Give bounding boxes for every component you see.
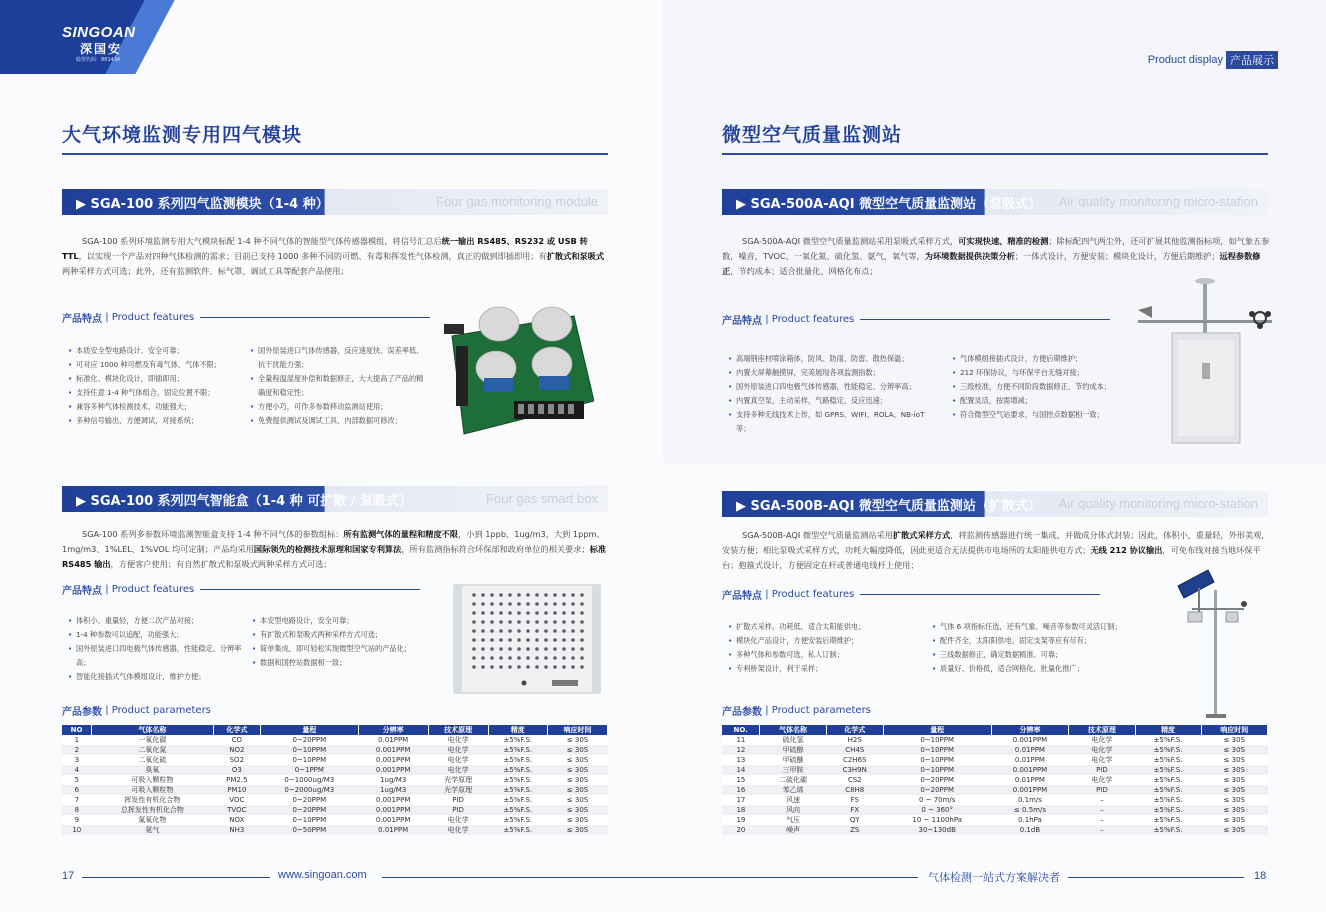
table-header-cell: 气体名称	[92, 725, 214, 735]
feature-item: • 支持多种无线技术上传，如 GPRS、WIFI、ROLA、NB-ioT 等；	[728, 408, 938, 436]
table-cell: 0.01PPM	[991, 775, 1069, 785]
table-cell: ±5%F.S.	[488, 735, 547, 745]
table-cell: ≤ 30S	[1201, 825, 1267, 835]
table-cell: ≤ 30S	[1201, 815, 1267, 825]
table-row	[722, 825, 1268, 835]
table-cell: 0.001PPM	[358, 805, 428, 815]
table-cell: ≤ 30S	[1201, 735, 1267, 745]
table-cell: 0~50PPM	[260, 825, 358, 835]
sga100-module-intro: SGA-100 系列环境监测专用大气模块标配 1-4 种不同气体的智能型气体传感器模组，将信号汇总后统一输出 RS485、RS232 或 USB 转 TTL，以实现一个产品对四种气体检测的需求；目前已支持 1000 多种不同的可燃、有毒和挥发性气体检测，真正的做到即插即用；有扩散式和泵吸式两种采样方式可选；此外，还有监测软件、标气罩、调试工具等配套产品使用；	[62, 236, 605, 276]
table-row	[722, 765, 1268, 775]
bar-label: ▶ SGA-500B-AQI 微型空气质量监测站（扩散式）	[736, 499, 1041, 514]
table-cell: 0.001PPM	[358, 815, 428, 825]
table-cell: ≤ 30S	[1201, 765, 1267, 775]
table-cell: 10	[62, 825, 92, 835]
gas-module-pcb-image	[444, 306, 594, 436]
table-cell: ≤ 30S	[548, 815, 608, 825]
table-cell: PID	[428, 795, 488, 805]
table-cell: C2H6S	[826, 755, 883, 765]
table-cell: 10 ~ 1100hPa	[883, 815, 991, 825]
table-cell: 9	[62, 815, 92, 825]
table-cell: 0~10PPM	[260, 745, 358, 755]
table-cell: C8H8	[826, 785, 883, 795]
table-cell: ±5%F.S.	[1135, 755, 1201, 765]
table-cell: ±5%F.S.	[1135, 825, 1201, 835]
feature-item: • 内置大屏幕触摸屏，完美展现各项监测指数；	[728, 366, 938, 380]
table-cell: 电化学	[428, 765, 488, 775]
feature-item: • 高端钢座材喷涂箱体，防风、防雨、防雷、散热保温；	[728, 352, 938, 366]
table-cell: 0 ~ 360°	[883, 805, 991, 815]
table-header-cell: 分辨率	[358, 725, 428, 735]
table-cell: FS	[826, 795, 883, 805]
table-cell: 20	[722, 825, 760, 835]
table-cell: –	[1069, 795, 1135, 805]
table-cell: 11	[722, 735, 760, 745]
feature-item: • 可对应 1000 种可燃及有毒气体，气体不限；	[68, 358, 248, 372]
footer-rule-middle	[382, 877, 918, 878]
brand-logo-en: SINGOAN	[62, 24, 136, 41]
table-cell: 0~10PPM	[883, 745, 991, 755]
table-row	[62, 755, 608, 765]
table-cell: 0.1dB	[991, 825, 1069, 835]
table-cell: 0.01PPM	[991, 745, 1069, 755]
table-cell: 0~10PPM	[883, 735, 991, 745]
table-cell: 二硫化碳	[760, 775, 826, 785]
table-cell: ±5%F.S.	[488, 775, 547, 785]
table-cell: CO	[213, 735, 260, 745]
table-header-cell: 响应时间	[1201, 725, 1267, 735]
feature-item: • 扩散式采样，功耗低，适合太阳能供电；	[728, 620, 928, 634]
table-cell: ±5%F.S.	[488, 755, 547, 765]
table-cell: 8	[62, 805, 92, 815]
sga500a-intro: SGA-500A-AQI 微型空气质量监测站采用泵吸式采样方式，可实现快速、精准的检测；除标配四气两尘外，还可扩展其他监测指标项，如气象五参数，噪音，TVOC、一氧化氮、硫化氢、氨气、氧气等，为环境数据提供决策分析；一体式设计，方便安装；模块化设计，方便后期维护；远程参数修正，节约成本；适合批量化、网格化布点；	[722, 236, 1270, 276]
page-number-right: 18	[1254, 870, 1267, 882]
table-cell: VOC	[213, 795, 260, 805]
table-cell: ≤ 30S	[548, 765, 608, 775]
table-cell: 电化学	[428, 815, 488, 825]
table-cell: 17	[722, 795, 760, 805]
feature-item: • 1-4 种参数可以追配，功能强大；	[68, 628, 246, 642]
feature-item: • 三线数据修正，确定数据精准、可靠；	[932, 648, 1132, 662]
feature-item: • 多种信号输出，方便调试，对接系统；	[68, 414, 248, 428]
table-cell: ±5%F.S.	[488, 825, 547, 835]
table-cell: 12	[722, 745, 760, 755]
table-cell: 电化学	[428, 755, 488, 765]
table-cell: 氨气	[92, 825, 214, 835]
table-cell: 风向	[760, 805, 826, 815]
feature-item: • 配置灵活，按需增减；	[952, 394, 1132, 408]
table-cell: ZS	[826, 825, 883, 835]
table-cell: 0~20PPM	[260, 805, 358, 815]
table-cell: 气压	[760, 815, 826, 825]
table-cell: 风速	[760, 795, 826, 805]
table-cell: 0.1hPa	[991, 815, 1069, 825]
table-row	[722, 805, 1268, 815]
table-cell: CS2	[826, 775, 883, 785]
table-cell: 18	[722, 805, 760, 815]
table-cell: 0~10PPM	[883, 765, 991, 775]
table-cell: ≤ 30S	[1201, 785, 1267, 795]
features-heading: 产品特点 | Product features	[62, 310, 430, 325]
table-cell: FX	[826, 805, 883, 815]
footer-slogan: 气体检测一站式方案解决者	[928, 871, 1060, 884]
table-cell: ≤ 30S	[548, 805, 608, 815]
right-params-table	[722, 725, 1268, 835]
table-cell: O3	[213, 765, 260, 775]
solar-pole-station-image	[1170, 568, 1260, 718]
table-header-cell: 技术原理	[1069, 725, 1135, 735]
table-cell: ±5%F.S.	[488, 815, 547, 825]
table-cell: ±5%F.S.	[1135, 765, 1201, 775]
table-header-cell: NO	[62, 725, 92, 735]
feature-item: • 配件齐全，太阳阳供电，固定支架等应有尽有；	[932, 634, 1132, 648]
feature-item: • 本安型电路设计，安全可靠；	[252, 614, 432, 628]
table-cell: 0.001PPM	[358, 755, 428, 765]
table-cell: ±5%F.S.	[488, 795, 547, 805]
sga500a-bar	[722, 189, 1268, 215]
brand-logo-cn: 深国安	[80, 42, 123, 56]
table-cell: 电化学	[428, 825, 488, 835]
table-row	[62, 815, 608, 825]
feature-item: • 模块化产品设计，方便安装后期维护；	[728, 634, 928, 648]
table-cell: –	[1069, 815, 1135, 825]
table-row	[722, 815, 1268, 825]
table-cell: CH4S	[826, 745, 883, 755]
table-cell: 总挥发性有机化合物	[92, 805, 214, 815]
table-cell: 0~20PPM	[260, 735, 358, 745]
table-header-cell: 精度	[488, 725, 547, 735]
table-header-cell: NO.	[722, 725, 760, 735]
table-cell: 0.1m/s	[991, 795, 1069, 805]
table-cell: NOX	[213, 815, 260, 825]
table-cell: 0.001PPM	[358, 765, 428, 775]
table-header-cell: 气体名称	[760, 725, 826, 735]
table-cell: 19	[722, 815, 760, 825]
table-cell: 三甲胺	[760, 765, 826, 775]
feature-item: • 标准化、模块化设计，即插即用；	[68, 372, 248, 386]
table-row	[62, 795, 608, 805]
sga100-box-intro: SGA-100 系列多参数环境监测智能盒支持 1-4 种不同气体的参数组标：所有监测气体的量程和精度不限，小到 1ppb、1ug/m3，大到 1ppm、1mg/m3、1%LEL、1%VOL 均可定制；产品均采用国际领先的检测技术原理和国家专利算法，所有监测指标符合环保部和政府单位的相关要求；标准 RS485 输出，方便客户使用；有自然扩散式和泵吸式两种采样方式可选；	[62, 529, 607, 569]
feature-item: • 质量好、价格低，适合网格化，批量化推广；	[932, 662, 1132, 676]
left-section-title: 大气环境监测专用四气模块	[62, 124, 303, 146]
table-header-cell: 量程	[883, 725, 991, 735]
table-cell: 噪声	[760, 825, 826, 835]
features-list-col1	[728, 352, 938, 436]
table-row	[722, 775, 1268, 785]
table-cell: 二氧化硫	[92, 755, 214, 765]
table-cell: 光学原理	[428, 785, 488, 795]
table-cell: ≤ 30S	[548, 775, 608, 785]
table-cell: 4	[62, 765, 92, 775]
table-cell: 0~1PPM	[260, 765, 358, 775]
features-heading: 产品特点 | Product features	[722, 587, 1100, 602]
table-cell: ±5%F.S.	[1135, 745, 1201, 755]
table-cell: 15	[722, 775, 760, 785]
table-cell: 硫化氢	[760, 735, 826, 745]
table-cell: –	[1069, 805, 1135, 815]
table-cell: 苯乙烯	[760, 785, 826, 795]
features-list-col2	[250, 344, 430, 428]
table-cell: 甲硫醇	[760, 745, 826, 755]
product-display-cn: 产品展示	[1226, 51, 1278, 69]
features-list-col2	[952, 352, 1132, 422]
table-row	[62, 825, 608, 835]
bar-en-label: Air quality monitoring micro-station	[1058, 194, 1258, 209]
table-cell: ≤ 30S	[548, 795, 608, 805]
page-number-left: 17	[62, 870, 75, 882]
sga100-box-bar	[62, 486, 608, 512]
table-cell: 电化学	[1069, 735, 1135, 745]
feature-item: • 国外原装进口四电极气体传感器，性能稳定、分辨率高；	[68, 642, 246, 670]
feature-item: • 气体模组接插式设计，方便后期维护；	[952, 352, 1132, 366]
table-cell: PID	[1069, 785, 1135, 795]
table-cell: NO2	[213, 745, 260, 755]
table-header-cell: 化学式	[826, 725, 883, 735]
feature-item: • 体积小、重量轻，方便二次产品对接；	[68, 614, 246, 628]
feature-item: • 本质安全型电路设计、安全可靠；	[68, 344, 248, 358]
feature-item: • 免费提供测试及调试工具，内部数据可修改；	[250, 414, 430, 428]
table-row	[62, 735, 608, 745]
feature-item: • 兼容多种气体检测技术，功能强大；	[68, 400, 248, 414]
table-cell: 0.01PPM	[991, 755, 1069, 765]
table-cell: 可吸入颗粒物	[92, 785, 214, 795]
table-cell: 1ug/M3	[358, 785, 428, 795]
table-cell: ≤ 30S	[548, 785, 608, 795]
table-cell: 0.01PPM	[358, 735, 428, 745]
table-cell: 0~20PPM	[260, 795, 358, 805]
table-cell: ±5%F.S.	[1135, 795, 1201, 805]
table-cell: ≤ 30S	[548, 735, 608, 745]
table-cell: ≤ 30S	[1201, 755, 1267, 765]
table-cell: 0.001PPM	[358, 795, 428, 805]
params-heading: 产品参数 | Product parameters	[722, 705, 871, 718]
table-cell: ±5%F.S.	[488, 785, 547, 795]
features-list-col1	[728, 620, 928, 676]
table-cell: ≤ 30S	[548, 745, 608, 755]
table-cell: C3H9N	[826, 765, 883, 775]
right-title-rule	[722, 153, 1268, 155]
table-cell: 0.001PPM	[991, 785, 1069, 795]
table-cell: 2	[62, 745, 92, 755]
sga100-module-bar	[62, 189, 608, 215]
table-cell: ±5%F.S.	[1135, 805, 1201, 815]
table-cell: 13	[722, 755, 760, 765]
table-cell: ≤ 30S	[1201, 805, 1267, 815]
website-link[interactable]: www.singoan.com	[278, 869, 367, 881]
feature-item: • 气体 6 项指标任选，还有气象、噪音等参数可灵活订制；	[932, 620, 1132, 634]
table-cell: 30~130dB	[883, 825, 991, 835]
table-cell: 0~1000ug/M3	[260, 775, 358, 785]
feature-item: • 有扩散式和泵吸式两种采样方式可选；	[252, 628, 432, 642]
table-cell: PM10	[213, 785, 260, 795]
table-row	[62, 745, 608, 755]
table-cell: 甲硫醚	[760, 755, 826, 765]
table-cell: 0~20PPM	[883, 785, 991, 795]
features-list-col2	[252, 614, 432, 670]
table-cell: 16	[722, 785, 760, 795]
table-cell: PID	[1069, 765, 1135, 775]
footer-rule-right	[1068, 877, 1244, 878]
feature-item: • 支持任意 1-4 种气体组合，固定位置不限；	[68, 386, 248, 400]
table-cell: 0~10PPM	[260, 815, 358, 825]
table-cell: 7	[62, 795, 92, 805]
table-cell: QY	[826, 815, 883, 825]
table-cell: ±5%F.S.	[1135, 735, 1201, 745]
footer-rule-left	[82, 877, 270, 878]
table-cell: ≤ 30S	[548, 825, 608, 835]
table-cell: ≤ 30S	[548, 755, 608, 765]
table-cell: 0.001PPM	[358, 745, 428, 755]
table-row	[722, 755, 1268, 765]
bar-label: ▶ SGA-100 系列四气监测模块（1-4 种）	[76, 197, 329, 212]
feature-item: • 方便小巧，可作多参数移动监测站使用；	[250, 400, 430, 414]
table-cell: ±5%F.S.	[1135, 785, 1201, 795]
table-cell: 0 ~ 70m/s	[883, 795, 991, 805]
table-header-cell: 分辨率	[991, 725, 1069, 735]
stock-code: 股票代码：881434	[76, 57, 121, 63]
table-cell: 光学原理	[428, 775, 488, 785]
table-cell: 臭氧	[92, 765, 214, 775]
feature-item: • 国外原装进口四电极气体传感器，性能稳定、分辨率高；	[728, 380, 938, 394]
features-heading: 产品特点 | Product features	[722, 312, 1110, 327]
table-row	[722, 795, 1268, 805]
table-cell: 14	[722, 765, 760, 775]
feature-item: • 国外原装进口气体传感器，反应速度快、误差率低、抗干扰能力强；	[250, 344, 430, 372]
left-params-table	[62, 725, 608, 835]
feature-item: • 数据和国控站数据相一致；	[252, 656, 432, 670]
table-header-cell: 量程	[260, 725, 358, 735]
table-cell: 0~10PPM	[883, 755, 991, 765]
table-row	[62, 775, 608, 785]
table-cell: PM2.5	[213, 775, 260, 785]
feature-item: • 专利桥架设计，利于采样；	[728, 662, 928, 676]
sga500b-bar	[722, 491, 1268, 517]
table-cell: 二氧化氮	[92, 745, 214, 755]
smart-box-image	[452, 583, 602, 695]
features-list-col1	[68, 344, 248, 428]
table-cell: 氮氧化物	[92, 815, 214, 825]
table-cell: 6	[62, 785, 92, 795]
table-cell: 0.01PPM	[358, 825, 428, 835]
table-row	[62, 765, 608, 775]
table-cell: 电化学	[1069, 745, 1135, 755]
sga500b-intro: SGA-500B-AQI 微型空气质量监测站采用扩散式采样方式，将监测传感器进行统一集成，并做成分体式封装；因此，体积小，重量轻，外形美观，安装方便；相比泵吸式采样方式，功耗大幅度降低，因此更适合无法提供市电场所的太阳能供电方式；无线 212 协议输出，可免布线对接当地环保平台；抱箍式设计，方便固定在杆或普通电线杆上使用；	[722, 530, 1270, 570]
table-cell: ≤ 30S	[1201, 795, 1267, 805]
table-cell: 一氧化碳	[92, 735, 214, 745]
features-list-col2	[932, 620, 1132, 676]
table-cell: ±5%F.S.	[488, 745, 547, 755]
table-cell: 0~2000ug/M3	[260, 785, 358, 795]
bar-label: ▶ SGA-100 系列四气智能盒（1-4 种 可扩散 / 泵吸式）	[76, 494, 413, 509]
feature-item: • 全量程温湿度补偿和数据修正，大大提高了产品的精确度和稳定性；	[250, 372, 430, 400]
feature-item: • 智能化接插式气体模组设计，维护方便；	[68, 670, 246, 684]
product-display-en: Product display	[1147, 54, 1223, 66]
table-cell: SO2	[213, 755, 260, 765]
table-cell: 电化学	[1069, 755, 1135, 765]
table-cell: ±5%F.S.	[1135, 815, 1201, 825]
table-header-cell: 化学式	[213, 725, 260, 735]
table-row	[722, 735, 1268, 745]
product-display-label	[1148, 51, 1278, 69]
feature-item: • 多种气体和参数可选，私人订制；	[728, 648, 928, 662]
table-cell: 可吸入颗粒物	[92, 775, 214, 785]
table-cell: ±5%F.S.	[1135, 775, 1201, 785]
params-heading: 产品参数 | Product parameters	[62, 705, 211, 718]
table-row	[722, 785, 1268, 795]
table-row	[62, 805, 608, 815]
table-row	[722, 745, 1268, 755]
table-cell: 0~10PPM	[260, 755, 358, 765]
table-cell: 挥发性有机化合物	[92, 795, 214, 805]
table-cell: NH3	[213, 825, 260, 835]
feature-item: • 简单集成，即可轻松实现微型空气站的产品化；	[252, 642, 432, 656]
features-list-col1	[68, 614, 246, 684]
table-cell: PID	[428, 805, 488, 815]
table-header-cell: 技术原理	[428, 725, 488, 735]
right-section-title: 微型空气质量监测站	[722, 124, 903, 146]
table-cell: TVOC	[213, 805, 260, 815]
table-cell: 电化学	[1069, 775, 1135, 785]
table-cell: 5	[62, 775, 92, 785]
table-header-cell: 响应时间	[548, 725, 608, 735]
table-cell: 1ug/M3	[358, 775, 428, 785]
table-cell: H2S	[826, 735, 883, 745]
left-title-rule	[62, 153, 608, 155]
table-cell: 3	[62, 755, 92, 765]
table-cell: 电化学	[428, 745, 488, 755]
table-cell: ≤ 0.5m/s	[991, 805, 1069, 815]
feature-item: • 212 环保协议，与环保平台无缝对接；	[952, 366, 1132, 380]
table-cell: ≤ 30S	[1201, 745, 1267, 755]
table-cell: 1	[62, 735, 92, 745]
bar-en-label: Four gas monitoring module	[436, 194, 598, 209]
feature-item: • 内置真空泵，主动采样，气路稳定，反应迅速；	[728, 394, 938, 408]
bar-en-label: Air quality monitoring micro-station	[1058, 496, 1258, 511]
bar-en-label: Four gas smart box	[486, 491, 598, 506]
features-heading: 产品特点 | Product features	[62, 582, 420, 597]
table-cell: 0~20PPM	[883, 775, 991, 785]
table-cell: ±5%F.S.	[488, 765, 547, 775]
table-row	[62, 785, 608, 795]
feature-item: • 三级校准，方便不同阶段数据修正，节约成本；	[952, 380, 1132, 394]
table-cell: –	[1069, 825, 1135, 835]
bar-label: ▶ SGA-500A-AQI 微型空气质量监测站（泵吸式）	[736, 197, 1042, 212]
table-cell: 0.001PPM	[991, 735, 1069, 745]
table-cell: 0.001PPM	[991, 765, 1069, 775]
table-cell: ≤ 30S	[1201, 775, 1267, 785]
table-cell: 电化学	[428, 735, 488, 745]
brand-logo-corner	[0, 0, 186, 74]
feature-item: • 符合微型空气站要求，与国控点数据相一致；	[952, 408, 1132, 422]
monitoring-station-image	[1130, 278, 1280, 446]
table-cell: ±5%F.S.	[488, 805, 547, 815]
table-header-cell: 精度	[1135, 725, 1201, 735]
